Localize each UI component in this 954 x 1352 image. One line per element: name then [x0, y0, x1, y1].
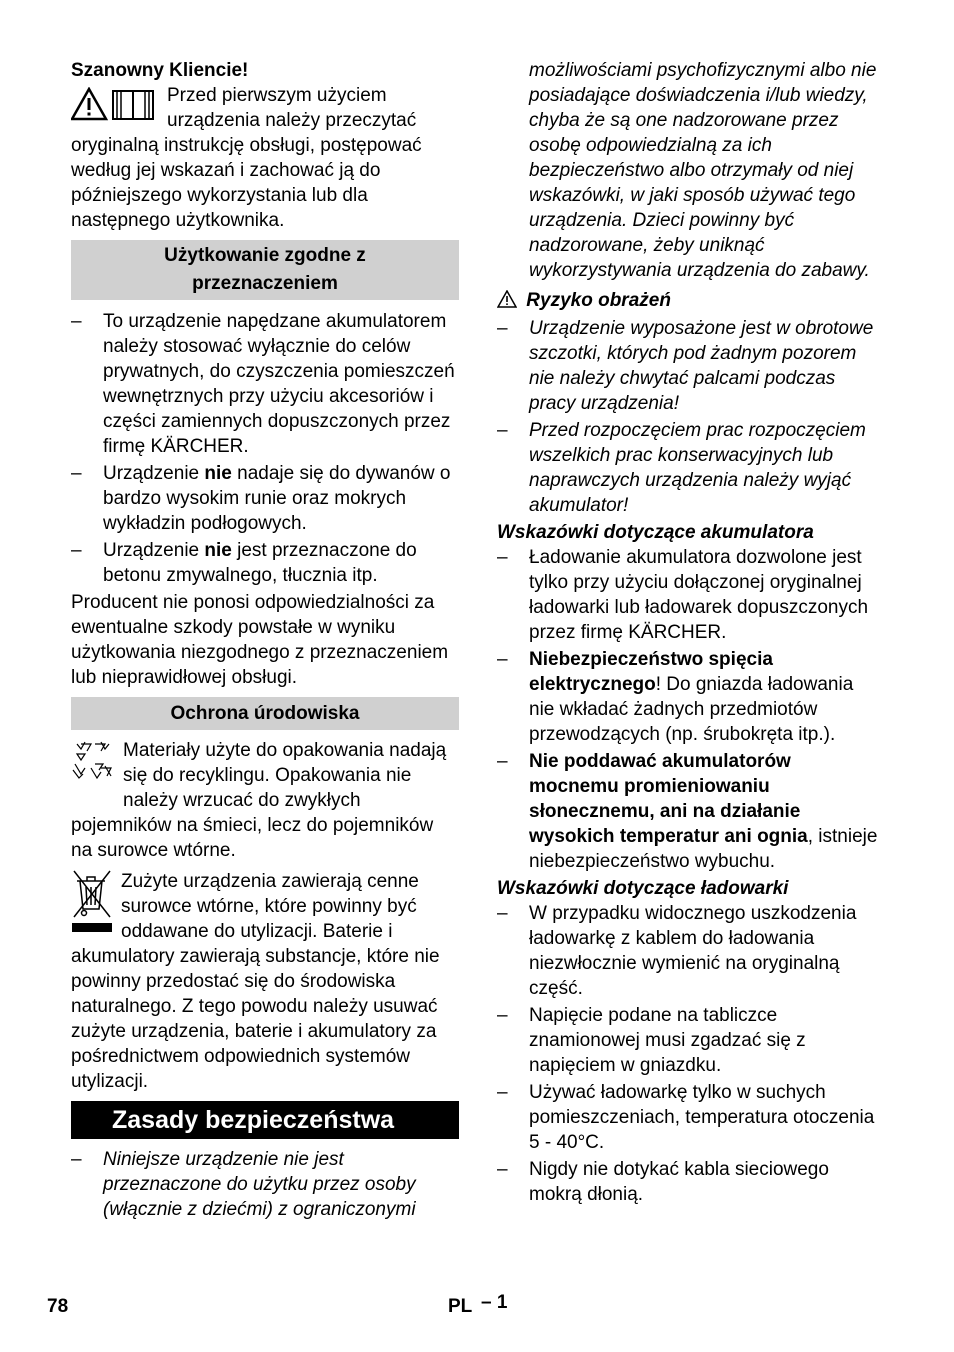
- list-dash: –: [497, 318, 508, 339]
- page-number: 78: [47, 1296, 69, 1317]
- right-column: [497, 58, 883, 1207]
- liability-paragraph: Producent nie ponosi odpowiedzialności za ewentualne szkody powstałe w wyniku użytkowania niezgodnego z przeznaczeniem lub nieprawidłowej obsługi.: [71, 592, 449, 688]
- warning-manual-icon: [71, 87, 159, 126]
- risk-list: [497, 316, 883, 518]
- list-dash: –: [71, 1149, 82, 1170]
- recycling-text: Materiały użyte do opakowania nadają się do recyklingu. Opakowania nie należy wrzucać do zwykłych pojemników na śmieci, lecz do pojemników na surowce wtórne.: [71, 740, 447, 861]
- list-item: – To urządzenie napędzane akumulatorem należy stosować wyłącznie do celów prywatnych, do czyszczenia pomieszczeń wewnętrznych przy użyciu akcesoriów i części zamiennych dopuszczonych przez firmę KÄRCHER.: [71, 311, 455, 457]
- battery-list: [497, 545, 883, 874]
- battery-title: Wskazówki dotyczące akumulatora: [497, 522, 814, 543]
- section-title-environment: Ochrona úrodowiska: [71, 697, 459, 730]
- list-dash: –: [497, 1005, 508, 1026]
- list-dash: –: [497, 1082, 508, 1103]
- page-sub-number: – 1: [481, 1292, 508, 1313]
- charger-title: Wskazówki dotyczące ładowarki: [497, 878, 789, 899]
- list-item: – Nie poddawać akumulatorów mocnemu promieniowaniu słonecznemu, ani na działanie wysokich temperatur ani ognia, istnieje niebezpieczeństwo wybuchu.: [497, 751, 878, 872]
- section-title-intended-use: Użytkowanie zgodne z przeznaczeniem: [71, 240, 459, 300]
- list-item: – Niebezpieczeństwo spięcia elektrycznego! Do gniazda ładowania nie wkładać żadnych przedmiotów przewodzących (np. śrubokręta itp.).: [497, 649, 854, 745]
- list-dash: –: [71, 311, 82, 332]
- list-item: – Napięcie podane na tabliczce znamionowej musi zgadzać się z napięciem w gniazdku.: [497, 1005, 806, 1076]
- list-item: – Urządzenie nie jest przeznaczone do betonu zmywalnego, tłucznia itp.: [71, 540, 417, 586]
- list-item: – Przed rozpoczęciem prac rozpoczęciem wszelkich prac konserwacyjnych lub naprawczych urządzenia należy wyjąć akumulator!: [497, 420, 866, 516]
- safety-item-continued: możliwościami psychofizycznymi albo nie posiadające doświadczenia i/lub wiedzy, chyba że są one nadzorowane przez osobę odpowiedzialną za ich bezpieczeństwo albo otrzymały od niej wskazówki, w jaki sposób używać tego urządzenia. Dzieci powinny być nadzorowane, żeby uniknąć wykorzystywania urządzenia do zabawy.: [529, 60, 877, 281]
- list-dash: –: [497, 547, 508, 568]
- risk-title: Ryzyko obrażeń: [497, 288, 883, 313]
- list-item: – Używać ładowarkę tylko w suchych pomieszczeniach, temperatura otoczenia 5 - 40°C.: [497, 1082, 875, 1153]
- list-dash: –: [497, 1159, 508, 1180]
- language-code: PL: [448, 1296, 473, 1317]
- list-dash: –: [497, 751, 508, 772]
- greeting: Szanowny Kliencie!: [71, 60, 249, 81]
- charger-list: [497, 901, 883, 1207]
- intro-block: [71, 83, 459, 233]
- list-item: – Ładowanie akumulatora dozwolone jest tylko przy użyciu dołączonej oryginalnej ładowarki lub ładowarek dopuszczonych przez firmę KÄRCHER.: [497, 547, 869, 643]
- list-dash: –: [71, 463, 82, 484]
- recycling-block: [71, 738, 459, 863]
- left-column: [71, 58, 459, 1222]
- list-item: – Urządzenie wyposażone jest w obrotowe szczotki, których pod żadnym pozorem nie należy chwytać palcami podczas pracy urządzenia!: [497, 318, 874, 414]
- list-dash: –: [497, 903, 508, 924]
- crossed-bin-icon: [71, 869, 113, 938]
- safety-list-left: [71, 1147, 459, 1222]
- list-dash: –: [497, 649, 508, 670]
- list-item: – Nigdy nie dotykać kabla sieciowego mokrą dłonią.: [497, 1159, 829, 1205]
- disposal-text: Zużyte urządzenia zawierają cenne surowce wtórne, które powinny być oddawane do utylizacji. Baterie i akumulatory zawierają substancje, które nie powinny przedostać się do środowiska naturalnego. Z tego powodu należy usuwać zużyte urządzenia, baterie i akumulatory za pośrednictwem odpowiednich systemów utylizacji.: [71, 871, 440, 1092]
- section-title-safety: Zasady bezpieczeństwa: [71, 1101, 459, 1139]
- list-item: – Urządzenie nie nadaje się do dywanów o bardzo wysokim runie oraz mokrych wykładzin podłogowych.: [71, 463, 451, 534]
- list-dash: –: [71, 540, 82, 561]
- list-dash: –: [497, 420, 508, 441]
- warning-icon: [497, 290, 522, 311]
- disposal-block: [71, 869, 459, 1094]
- intro-text: Przed pierwszym użyciem urządzenia należy przeczytać oryginalną instrukcję obsługi, postępować według jej wskazań i zachować ją do późniejszego wykorzystania lub dla następnego użytkownika.: [71, 85, 422, 231]
- recycling-icon: [71, 740, 115, 789]
- intended-use-list: [71, 309, 459, 588]
- list-item: – W przypadku widocznego uszkodzenia ładowarkę z kablem do ładowania niezwłocznie wymienić na oryginalną część.: [497, 903, 857, 999]
- list-item: – Niniejsze urządzenie nie jest przeznaczone do użytku przez osoby (włącznie z dziećmi) z ograniczonymi: [71, 1149, 416, 1220]
